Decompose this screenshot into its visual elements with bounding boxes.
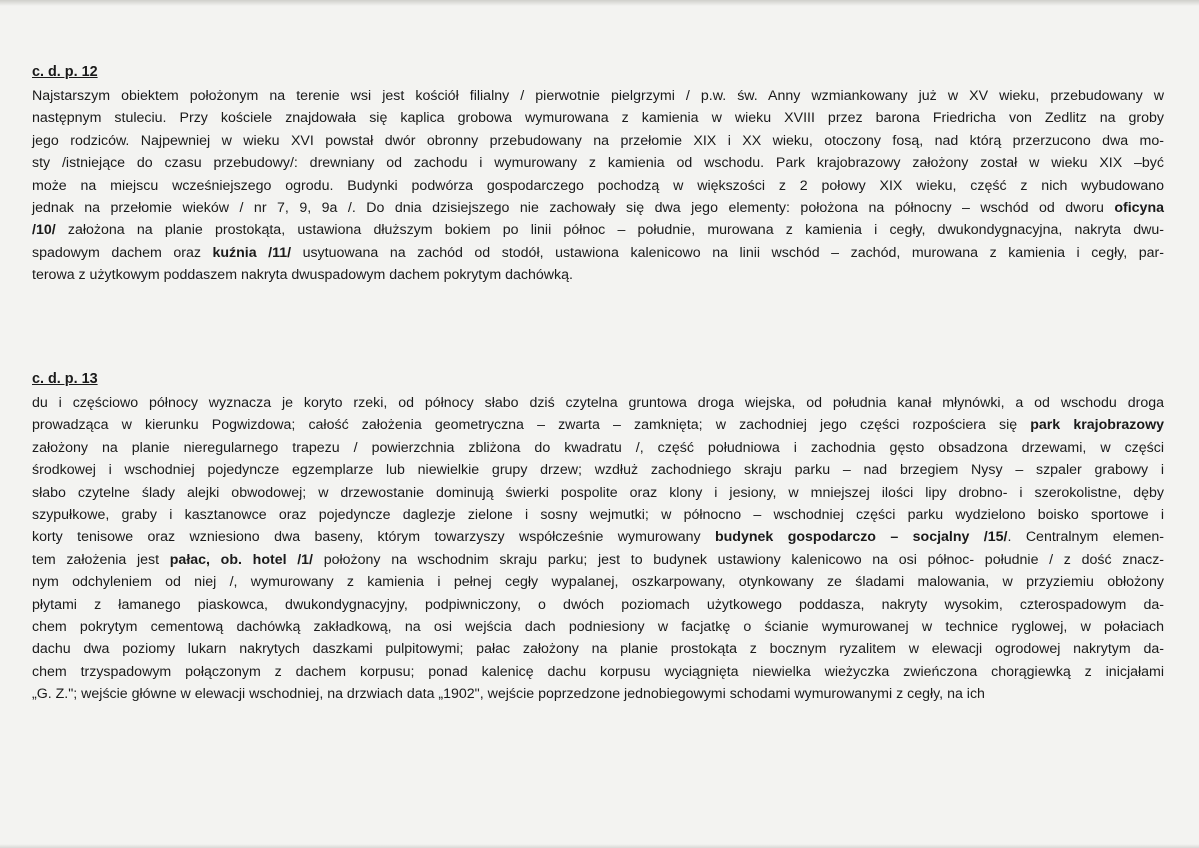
text-run: du i częściowo północy wyznacza je koryto rzeki, od północy słabo dziś czytelna gruntowa droga wiejska, od południa kanał młynówki, a od wschodu droga — [32, 395, 1164, 411]
section-body — [32, 392, 1164, 705]
text-line — [32, 414, 1164, 436]
text-line — [32, 459, 1164, 481]
text-run: środkowej i wschodniej pojedyncze egzemplarze lub niewielkie grupy drzew; wzdłuż zachodniego skraju parku – nad brzegiem Nysy – szpaler grabowy i — [32, 462, 1164, 479]
text-line — [32, 549, 1164, 571]
text-line — [32, 638, 1164, 660]
text-line — [32, 197, 1164, 219]
text-line — [32, 571, 1164, 593]
text-run: usytuowana na zachód od stodół, ustawiona kalenicowo na linii wschód – zachód, murowana z kamienia i cegły, par- — [291, 244, 1164, 261]
text-run: prowadząca w kierunku Pogwizdowa; całość założenia geometryczna – zwarta – zamknięta; w zachodniej jego części rozpościera się — [32, 417, 1031, 434]
bold-term: budynek gospodarczo – socjalny /15/ — [714, 529, 1008, 546]
bold-term: park krajobrazowy — [1030, 417, 1164, 434]
text-line — [32, 482, 1164, 504]
text-line — [32, 437, 1164, 459]
text-line — [32, 661, 1164, 683]
bold-term: kuźnia /11/ — [212, 244, 292, 261]
bold-term: oficyna — [1114, 199, 1164, 216]
text-run: słabo czytelne ślady alejki obwodowej; w drzewostanie dominują świerki pospolite oraz klony i jesiony, w mniejszej ilości lipy drobno- i szerokolistne, dęby — [32, 484, 1164, 501]
text-run: nym odchyleniem od niej /, wymurowany z kamienia i pełnej cegły wypalanej, oszkarpowany, otynkowany ze śladami malowania, w przyziemiu obłożony — [32, 574, 1164, 591]
text-run: korty tenisowe oraz wzniesiono dwa baseny, którym towarzyszy współcześnie wymurowany — [32, 529, 715, 546]
text-run: płytami z łamanego piaskowca, dwukondygnacyjny, podpiwniczony, o dwóch poziomach użytkowego poddasza, nakryty wysokim, czterospadowym da- — [32, 596, 1164, 613]
text-run: jego rodziców. Najpewniej w wieku XVI powstał dwór obronny przebudowany na przełomie XIX i XX wieku, otoczony fosą, nad którą przerzucono dwa mo- — [32, 132, 1164, 149]
text-line — [32, 683, 1164, 705]
text-run: chem pokrytym cementową dachówką zakładkową, na osi wejścia dach podniesiony w facjatkę o ścianie wymurowanej w technice ryglowej, w połaciach — [32, 618, 1164, 635]
text-run: Najstarszym obiektem położonym na terenie wsi jest kościół filialny / pierwotnie pielgrzymi / p.w. św. Anny wzmiankowany już w XV wieku, przebudowany w — [32, 88, 1164, 104]
bold-term: /10/ — [32, 222, 56, 239]
text-run: położony na wschodnim skraju parku; jest to budynek ustawiony kalenicowo na osi północ- południe / z dość znacz- — [313, 551, 1165, 568]
text-line — [32, 616, 1164, 638]
text-line — [32, 175, 1164, 197]
page-edge — [0, 844, 1199, 848]
text-line — [32, 526, 1164, 548]
text-run: „G. Z."; wejście główne w elewacji wschodniej, na drzwiach data „1902", wejście poprzedzone jednobiegowymi schodami wymurowanymi z cegły, na ich — [32, 686, 985, 703]
text-run: terowa z użytkowym poddaszem nakryta dwuspadowym dachem pokrytym dachówką. — [32, 267, 573, 284]
text-run: sty /istniejące do czasu przebudowy/: drewniany od zachodu i wymurowany z kamienia od wschodu. Park krajobrazowy założony został w wieku XIX –być — [32, 155, 1164, 172]
text-line — [32, 130, 1164, 152]
text-line — [32, 85, 1164, 107]
text-run: założona na planie prostokąta, ustawiona dłuższym bokiem po linii północ – południe, murowana z kamienia i cegły, dwukondygnacyjna, nakryta dwu- — [55, 222, 1164, 239]
text-run: jednak na przełomie wieków / nr 7, 9, 9a /. Do dnia dzisiejszego nie zachowały się dwa jego elementy: położona na północny – wschód od dworu — [32, 199, 1115, 216]
text-line — [32, 107, 1164, 129]
text-run: . Centralnym elemen- — [1007, 529, 1164, 546]
section-heading: c. d. p. 12 — [32, 64, 98, 80]
text-line — [32, 152, 1164, 174]
section-cdp-13 — [32, 370, 1164, 705]
section-body — [32, 85, 1164, 287]
text-line — [32, 242, 1164, 264]
text-line — [32, 504, 1164, 526]
text-line — [32, 264, 1164, 286]
page-edge — [0, 0, 1199, 6]
text-run: może na miejscu wcześniejszego ogrodu. Budynki podwórza gospodarczego pochodzą w większości z 2 połowy XIX wieku, część z nich wybudowano — [32, 177, 1164, 194]
text-line — [32, 594, 1164, 616]
text-run: spadowym dachem oraz — [32, 244, 213, 261]
bold-term: pałac, ob. hotel /1/ — [169, 551, 314, 568]
text-line — [32, 392, 1164, 414]
section-heading: c. d. p. 13 — [32, 371, 98, 387]
text-line — [32, 219, 1164, 241]
text-run: założony na planie nieregularnego trapezu / powierzchnia zbliżona do kwadratu /, część południowa i zachodnia gęsto obsadzona drzewami, w części — [32, 439, 1164, 456]
text-run: tem założenia jest — [32, 551, 170, 568]
section-cdp-12 — [32, 63, 1164, 287]
text-run: szypułkowe, graby i kasztanowce oraz pojedyncze daglezje zielone i sosny wejmutki; w północno – wschodniej części parku wydzielono boisko sportowe i — [32, 506, 1164, 523]
text-run: dachu dwa poziomy lukarn nakrytych daszkami pulpitowymi; pałac założony na planie prostokąta z bocznym ryzalitem w elewacji ogrodowej nakrytym da- — [32, 641, 1164, 658]
text-run: następnym stuleciu. Przy kościele znajdowała się kaplica grobowa wymurowana z kamienia w wieku XVIII przez barona Friedricha von Zedlitz na groby — [32, 110, 1164, 127]
text-run: chem trzyspadowym połączonym z dachem korpusu; ponad kalenicę dachu korpusu wyciągnięta niewielka wieżyczka zwieńczona chorągiewką z inicjałami — [32, 663, 1164, 680]
